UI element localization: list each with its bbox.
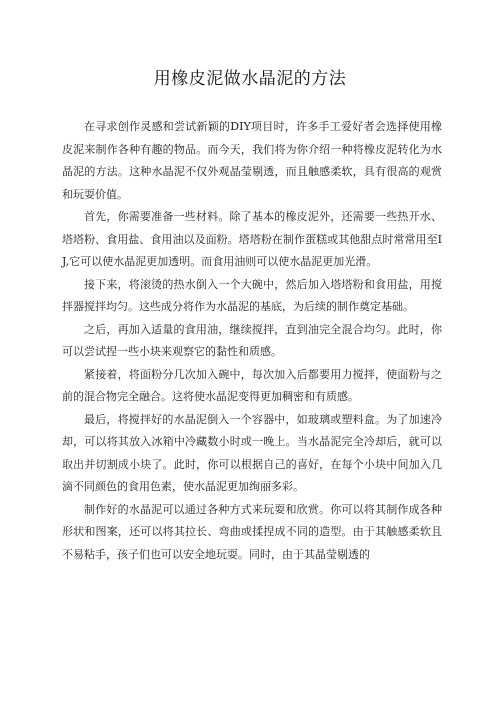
paragraph-step-flour: 紧接着，将面粉分几次加入碗中，每次加入后都要用力搅拌，使面粉与之前的混合物完全融合。这将使水晶泥变得更加稠密和有质感。 (62, 367, 442, 403)
document-title: 用橡皮泥做水晶泥的方法 (153, 69, 347, 89)
paragraph-play: 制作好的水晶泥可以通过各种方式来玩耍和欣赏。你可以将其制作成各种形状和图案，还可以将其拉长、弯曲或揉捏成不同的造型。由于其触感柔软且不易粘手，孩子们也可以安全地玩耍。同时，由于其晶莹剔透的 (62, 502, 442, 561)
paragraph-step-oil: 之后，再加入适量的食用油，继续搅拌，直到油完全混合均匀。此时，你可以尝试捏一些小块来观察它的黏性和质感。 (62, 322, 442, 358)
paragraph-step-hot-water: 接下来，将滚烫的热水倒入一个大碗中，然后加入塔塔粉和食用盐，用搅拌器搅拌均匀。这些成分将作为水晶泥的基底，为后续的制作奠定基础。 (62, 277, 442, 313)
document-body (62, 116, 442, 566)
paragraph-intro: 在寻求创作灵感和尝试新颖的DIY项目时，许多手工爱好者会选择使用橡皮泥来制作各种有趣的物品。而今天，我们将为你介绍一种将橡皮泥转化为水晶泥的方法。这种水晶泥不仅外观晶莹剔透，而且触感柔软，具有很高的观赏和玩耍价值。 (62, 120, 442, 201)
paragraph-materials: 首先，你需要准备一些材料。除了基本的橡皮泥外，还需要一些热开水、塔塔粉、食用盐、食用油以及面粉。塔塔粉在制作蛋糕或其他甜点时常常用至IJ,它可以使水晶泥更加透明。而食用油则可以使水晶泥更加光滑。 (62, 210, 442, 268)
paragraph-step-cooling: 最后，将搅拌好的水晶泥倒入一个容器中，如玻璃或塑料盒。为了加速冷却，可以将其放入冰箱中冷藏数小时或一晚上。当水晶泥完全冷却后，就可以取出并切割成小块了。此时，你可以根据自己的喜好，在每个小块中间加入几滴不同颜色的食用色素，使水晶泥更加绚丽多彩。 (62, 412, 442, 493)
